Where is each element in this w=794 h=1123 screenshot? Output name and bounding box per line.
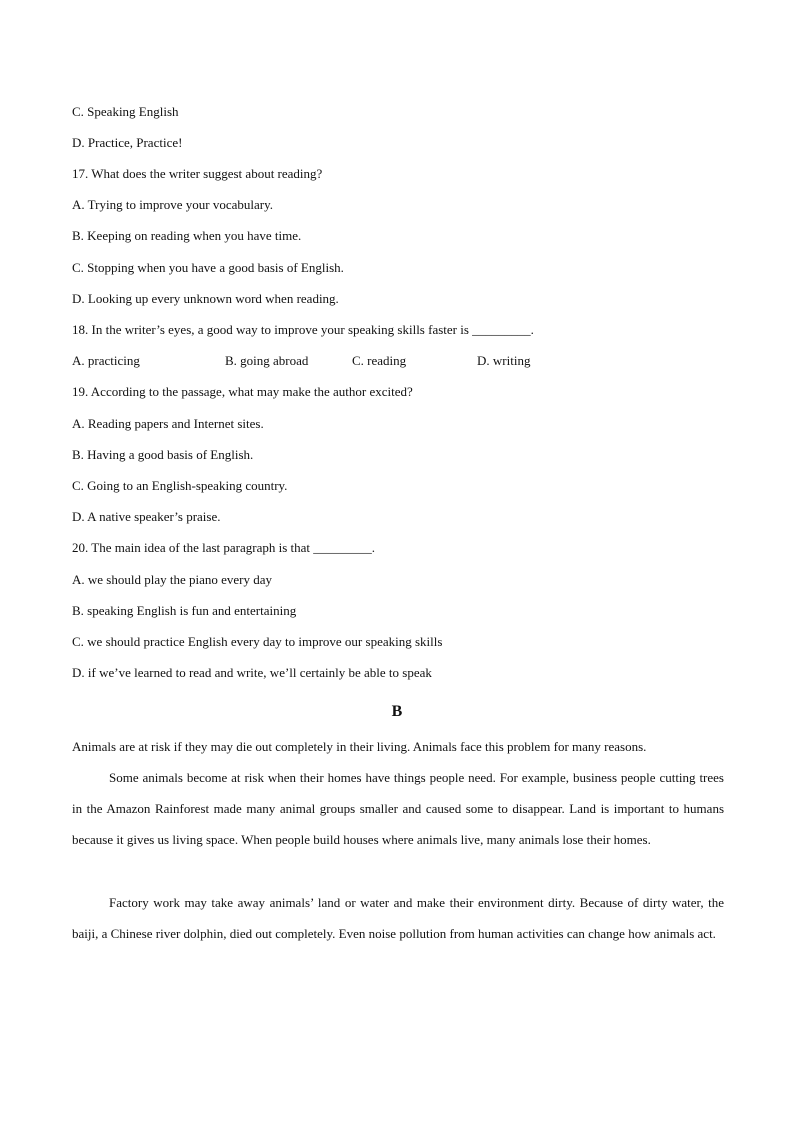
section-title-b: B (391, 703, 403, 720)
q19-option-a: A. Reading papers and Internet sites. (72, 416, 264, 431)
q19-option-c: C. Going to an English-speaking country. (72, 478, 288, 493)
question-20: 20. The main idea of the last paragraph is that _________. (72, 540, 376, 555)
q18-option-a: A. practicing (72, 353, 140, 368)
q18-option-d: D. writing (477, 353, 531, 368)
q20-option-a: A. we should play the piano every day (72, 572, 273, 587)
option-d-practice: D. Practice, Practice! (72, 135, 183, 150)
q17-option-b: B. Keeping on reading when you have time. (72, 228, 302, 243)
q20-option-b: B. speaking English is fun and entertaining (72, 603, 297, 618)
question-18: 18. In the writer’s eyes, a good way to improve your speaking skills faster is _________. (72, 322, 534, 337)
q20-option-c: C. we should practice English every day to improve our speaking skills (72, 634, 443, 649)
q17-option-a: A. Trying to improve your vocabulary. (72, 197, 273, 212)
q19-option-d: D. A native speaker’s praise. (72, 509, 221, 524)
q17-option-c: C. Stopping when you have a good basis of English. (72, 260, 344, 275)
question-19: 19. According to the passage, what may make the author excited? (72, 384, 413, 399)
q18-option-c: C. reading (352, 353, 407, 368)
passage-paragraph-3: Factory work may take away animals’ land or water and make their environment dirty. Because of dirty water, the baiji, a Chinese river dolphin, died out completely. Even noise pollution from human activities can change how animals act. (72, 895, 724, 942)
q20-option-d: D. if we’ve learned to read and write, we’ll certainly be able to speak (72, 665, 432, 680)
q19-option-b: B. Having a good basis of English. (72, 447, 254, 462)
passage-paragraph-1: Animals are at risk if they may die out completely in their living. Animals face this problem for many reasons. (72, 739, 647, 754)
q17-option-d: D. Looking up every unknown word when reading. (72, 291, 339, 306)
q18-option-b: B. going abroad (225, 353, 309, 368)
option-c-speaking-english: C. Speaking English (72, 104, 179, 119)
passage-paragraph-2: Some animals become at risk when their homes have things people need. For example, business people cutting trees in the Amazon Rainforest made many animal groups smaller and caused some to disappear. Land is important to humans because it gives us living space. When people build houses where animals live, many animals lose their homes. (72, 770, 724, 848)
question-17: 17. What does the writer suggest about reading? (72, 166, 323, 181)
